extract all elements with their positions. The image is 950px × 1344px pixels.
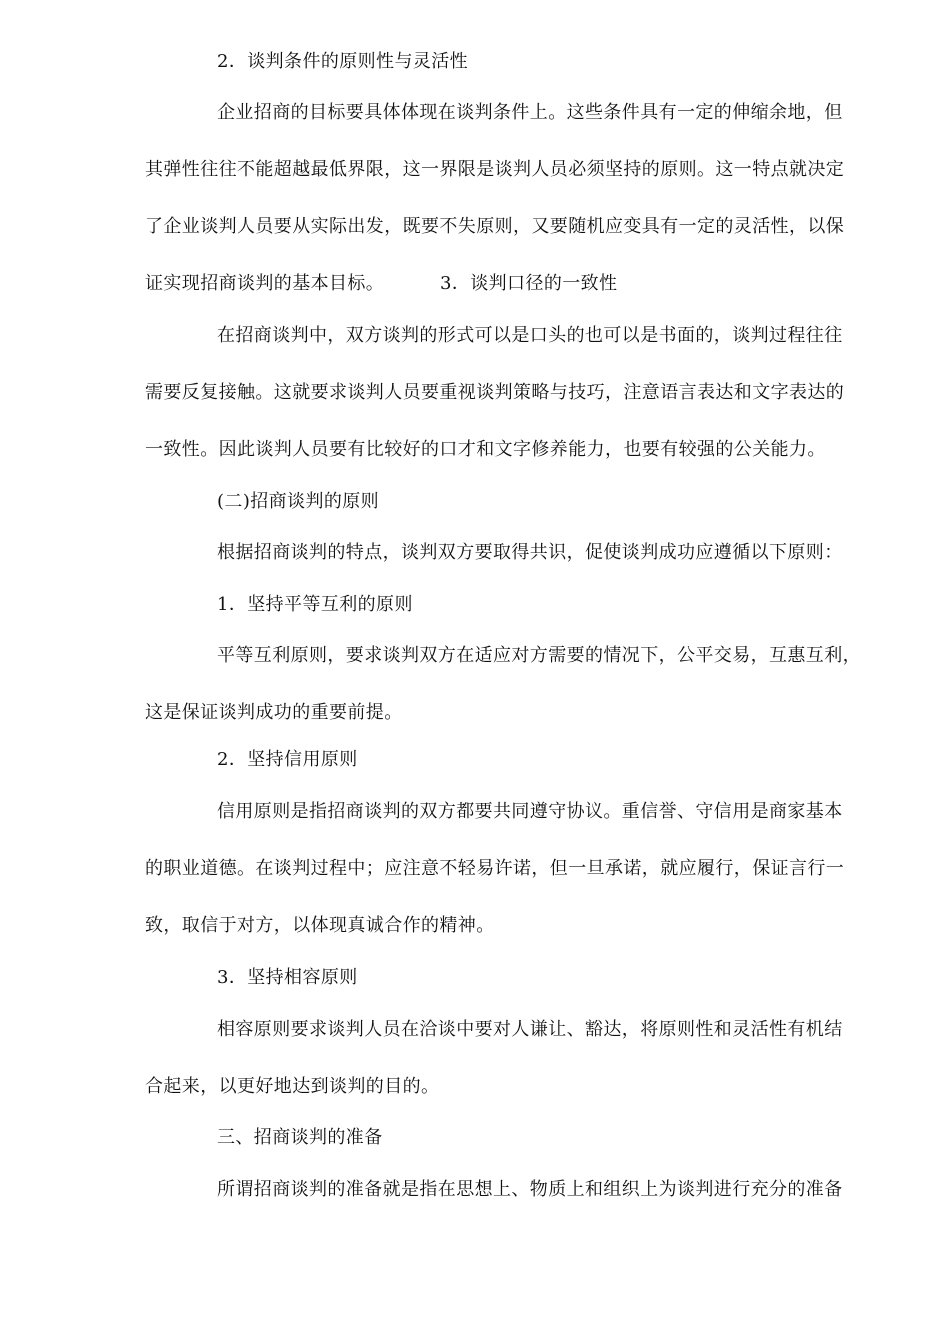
subheading-credit: 2．坚持信用原则 <box>217 749 358 770</box>
paragraph-line: 根据招商谈判的特点，谈判双方要取得共识，促使谈判成功应遵循以下原则： <box>217 542 843 563</box>
paragraph-line: 这是保证谈判成功的重要前提。 <box>145 702 403 723</box>
paragraph-line: 相容原则要求谈判人员在洽谈中要对人谦让、豁达，将原则性和灵活性有机结 <box>217 1019 843 1040</box>
section-heading-preparation: 三、招商谈判的准备 <box>217 1127 383 1148</box>
paragraph-line: 信用原则是指招商谈判的双方都要共同遵守协议。重信誉、守信用是商家基本 <box>217 801 843 822</box>
paragraph-line: 平等互利原则，要求谈判双方在适应对方需要的情况下，公平交易，互惠互利， <box>217 645 861 666</box>
paragraph-line: 合起来，以更好地达到谈判的目的。 <box>145 1076 440 1097</box>
paragraph-line: 一致性。因此谈判人员要有比较好的口才和文字修养能力，也要有较强的公关能力。 <box>145 439 826 460</box>
subheading-consistency: 3．谈判口径的一致性 <box>440 273 618 294</box>
paragraph-line: 致，取信于对方，以体现真诚合作的精神。 <box>145 915 495 936</box>
paragraph-line: 证实现招商谈判的基本目标。 <box>145 273 385 294</box>
paragraph-line: 企业招商的目标要具体体现在谈判条件上。这些条件具有一定的伸缩余地，但 <box>217 102 843 123</box>
paragraph-line: 的职业道德。在谈判过程中；应注意不轻易许诺，但一旦承诺，就应履行，保证言行一 <box>145 858 845 879</box>
subheading-compatibility: 3．坚持相容原则 <box>217 967 358 988</box>
paragraph-line: 在招商谈判中，双方谈判的形式可以是口头的也可以是书面的，谈判过程往往 <box>217 325 843 346</box>
paragraph-line: 所谓招商谈判的准备就是指在思想上、物质上和组织上为谈判进行充分的准备 <box>217 1179 843 1200</box>
section-heading-principles: (二)招商谈判的原则 <box>217 491 380 512</box>
paragraph-line: 需要反复接触。这就要求谈判人员要重视谈判策略与技巧，注意语言表达和文字表达的 <box>145 382 845 403</box>
paragraph-line: 其弹性往往不能超越最低界限，这一界限是谈判人员必须坚持的原则。这一特点就决定 <box>145 159 845 180</box>
subheading-negotiation-conditions: 2．谈判条件的原则性与灵活性 <box>217 51 469 72</box>
paragraph-line: 了企业谈判人员要从实际出发，既要不失原则，又要随机应变具有一定的灵活性，以保 <box>145 216 845 237</box>
subheading-equality: 1．坚持平等互利的原则 <box>217 594 413 615</box>
